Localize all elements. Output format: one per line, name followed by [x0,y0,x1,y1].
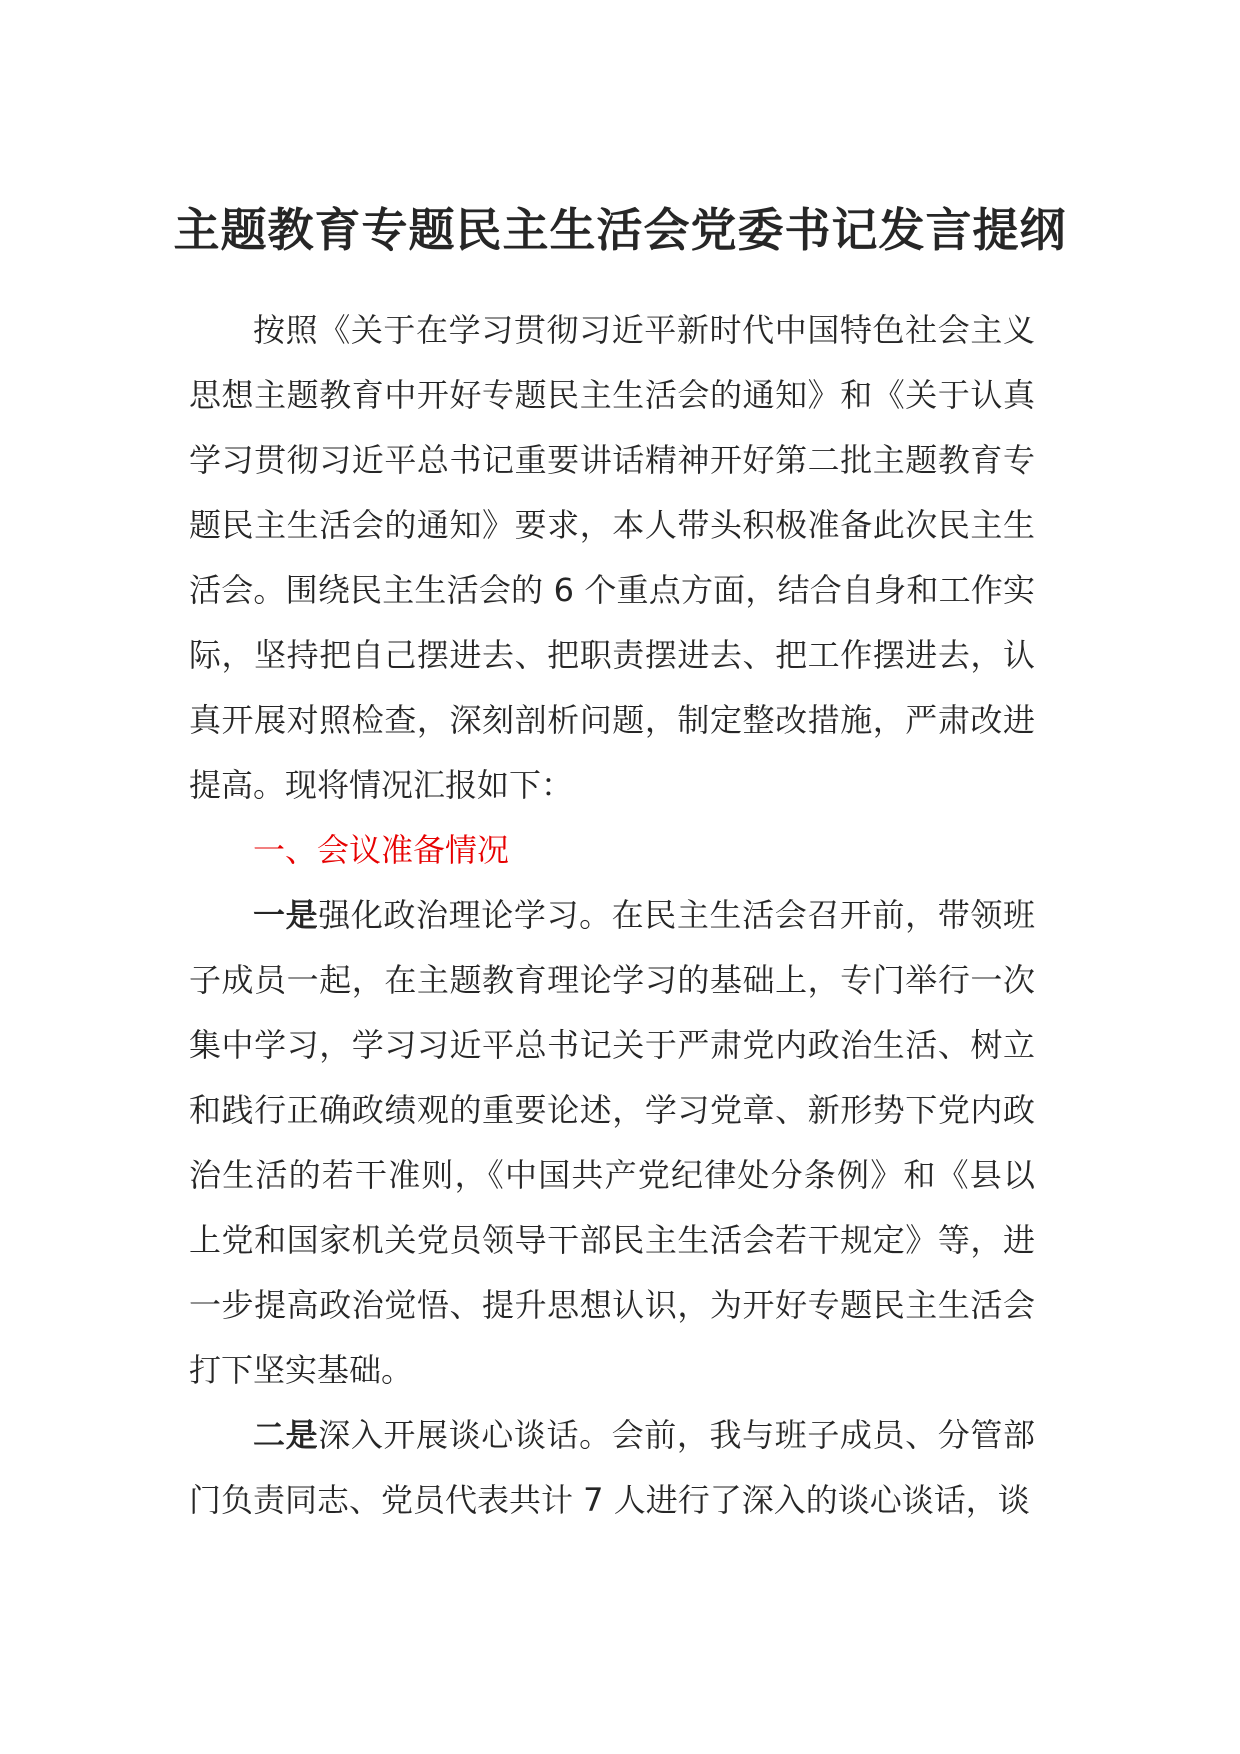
item-text: 深入开展谈心谈话。会前，我与班子成员、分管部门负责同志、党员代表共计 7 人进行了深入的谈心谈话，谈 [189,1416,1035,1519]
section-heading-meeting-preparation: 一、会议准备情况 [253,831,510,869]
item-lead-label: 二是 [253,1416,319,1454]
item-lead-label: 一是 [253,896,319,934]
item-paragraph-heart-to-heart-talks [189,1403,1035,1533]
document-body [189,298,1035,1533]
intro-paragraph: 按照《关于在学习贯彻习近平新时代中国特色社会主义思想主题教育中开好专题民主生活会的通知》和《关于认真学习贯彻习近平总书记重要讲话精神开好第二批主题教育专题民主生活会的通知》要求，本人带头积极准备此次民主生活会。围绕民主生活会的 6 个重点方面，结合自身和工作实际，坚持把自己摆进去、把职责摆进去、把工作摆进去，认真开展对照检查，深刻剖析问题，制定整改措施，严肃改进提高。现将情况汇报如下： [189,311,1035,804]
item-paragraph-theory-study [189,883,1035,1403]
document-title: 主题教育专题民主生活会党委书记发言提纲 [173,203,1067,257]
item-text: 强化政治理论学习。在民主生活会召开前，带领班子成员一起，在主题教育理论学习的基础上，专门举行一次集中学习，学习习近平总书记关于严肃党内政治生活、树立和践行正确政绩观的重要论述，学习党章、新形势下党内政治生活的若干准则，《中国共产党纪律处分条例》和《县以上党和国家机关党员领导干部民主生活会若干规定》等，进一步提高政治觉悟、提升思想认识，为开好专题民主生活会打下坚实基础。 [189,896,1035,1389]
